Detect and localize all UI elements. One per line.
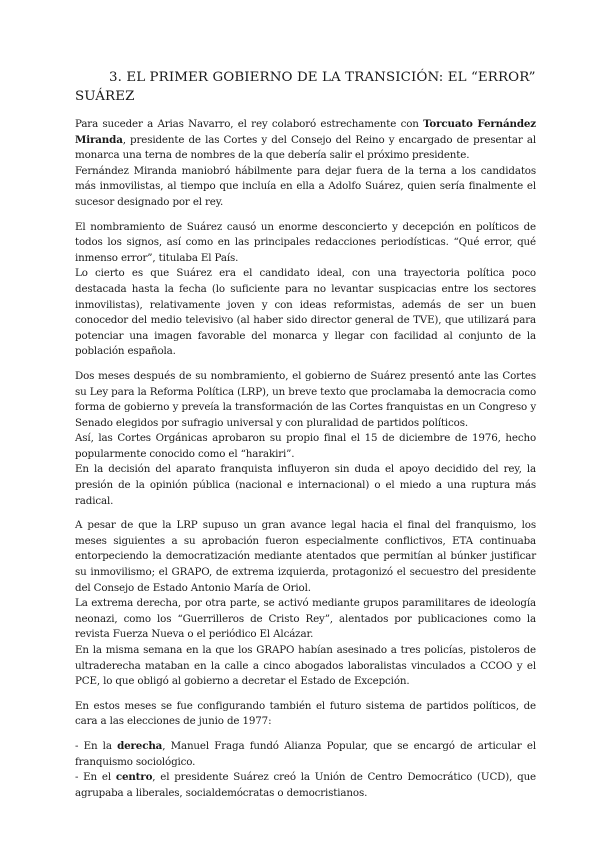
- paragraph-torcuato: [75, 117, 536, 164]
- paragraph-text: , Manuel Fraga fundó Alianza Popular, que se encargó de articular el franquismo sociológico.: [75, 739, 536, 768]
- paragraph-candidato-ideal: Lo cierto es que Suárez era el candidato ideal, con una trayectoria política poco destacada hasta la fecha (lo suficiente para no levantar suspicacias entre los sectores inmovilistas), relativamente joven y con ideas reformistas, además de ser un buen conocedor del medio televisivo (al haber sido director general de TVE), que utilizará para potenciar una imagen favorable del monarca y llegar con facilidad al conjunto de la población española.: [75, 267, 536, 358]
- bold-name-torcuato: Torcuato Fernández Miranda: [75, 118, 536, 146]
- paragraph-text: , presidente de las Cortes y del Consejo del Reino y encargado de presentar al monarca una terna de nombres de la que debería salir el próximo presidente.: [75, 133, 536, 162]
- paragraph-decision: En la decisión del aparato franquista influyeron sin duda el apoyo decidido del rey, la presión de la opinión pública (nacional e internacional) o el miedo a una ruptura más radical.: [75, 463, 536, 507]
- list-item-centro: [75, 770, 536, 801]
- paragraph-conflictos: A pesar de que la LRP supuso un gran avance legal hacia el final del franquismo, los meses siguientes a su aprobación fueron especialmente conflictivos, ETA continuaba entorpeciendo la democratización mediante atentados que permitían al búnker justificar su inmovilismo; el GRAPO, de extrema izquierda, protagonizó el secuestro del presidente del Consejo de Estado Antonio María de Oriol.: [75, 519, 536, 594]
- paragraph-semana: En la misma semana en la que los GRAPO habían asesinado a tres policías, pistoleros de ultraderecha mataban en la calle a cinco abogados laboralistas vinculados a CCOO y el PCE, lo que obligó al gobierno a decretar el Estado de Excepción.: [75, 644, 536, 688]
- section-heading: 3. EL PRIMER GOBIERNO DE LA TRANSICIÓN: EL “ERROR” SUÁREZ: [75, 70, 536, 104]
- paragraph-partidos: En estos meses se fue configurando también el futuro sistema de partidos políticos, de cara a las elecciones de junio de 1977:: [75, 699, 536, 728]
- paragraph-text: Para suceder a Arias Navarro, el rey colaboró estrechamente con: [75, 118, 424, 130]
- paragraph-extrema-derecha: La extrema derecha, por otra parte, se activó mediante grupos paramilitares de ideología neonazi, como los “Guerrilleros de Cristo Rey”, alentados por publicaciones como la revista Fuerza Nueva o el periódico El Alcázar.: [75, 597, 536, 641]
- paragraph-harakiri: Así, las Cortes Orgánicas aprobaron su propio final el 15 de diciembre de 1976, hecho popularmente conocido como el “harakiri”.: [75, 432, 536, 460]
- list-item-derecha: [75, 739, 536, 770]
- paragraph-text: - En la: [75, 739, 118, 752]
- paragraph-fernandez-miranda: Fernández Miranda maniobró hábilmente para dejar fuera de la terna a los candidatos más inmovilistas, al tiempo que incluía en ella a Adolfo Suárez, quien sería finalmente el sucesor designado por el rey.: [75, 164, 536, 208]
- paragraph-text: - En el: [75, 771, 116, 784]
- paragraph-nombramiento: El nombramiento de Suárez causó un enorme desconcierto y decepción en políticos de todos los signos, así como en las principales redacciones periodísticas. “Qué error, qué inmenso error”, titulaba El País.: [75, 220, 536, 264]
- paragraph-lrp: Dos meses después de su nombramiento, el gobierno de Suárez presentó ante las Cortes su Ley para la Reforma Política (LRP), un breve texto que proclamaba la democracia como forma de gobierno y preveía la transformación de las Cortes franquistas en un Congreso y Senado elegidos por sufragio universal y con pluralidad de partidos políticos.: [75, 369, 536, 429]
- bold-term-derecha: derecha: [117, 739, 163, 752]
- paragraph-text: , el presidente Suárez creó la Unión de Centro Democrático (UCD), que agrupaba a liberales, socialdemócratas o democristianos.: [75, 771, 536, 799]
- bold-term-centro: centro: [115, 771, 153, 784]
